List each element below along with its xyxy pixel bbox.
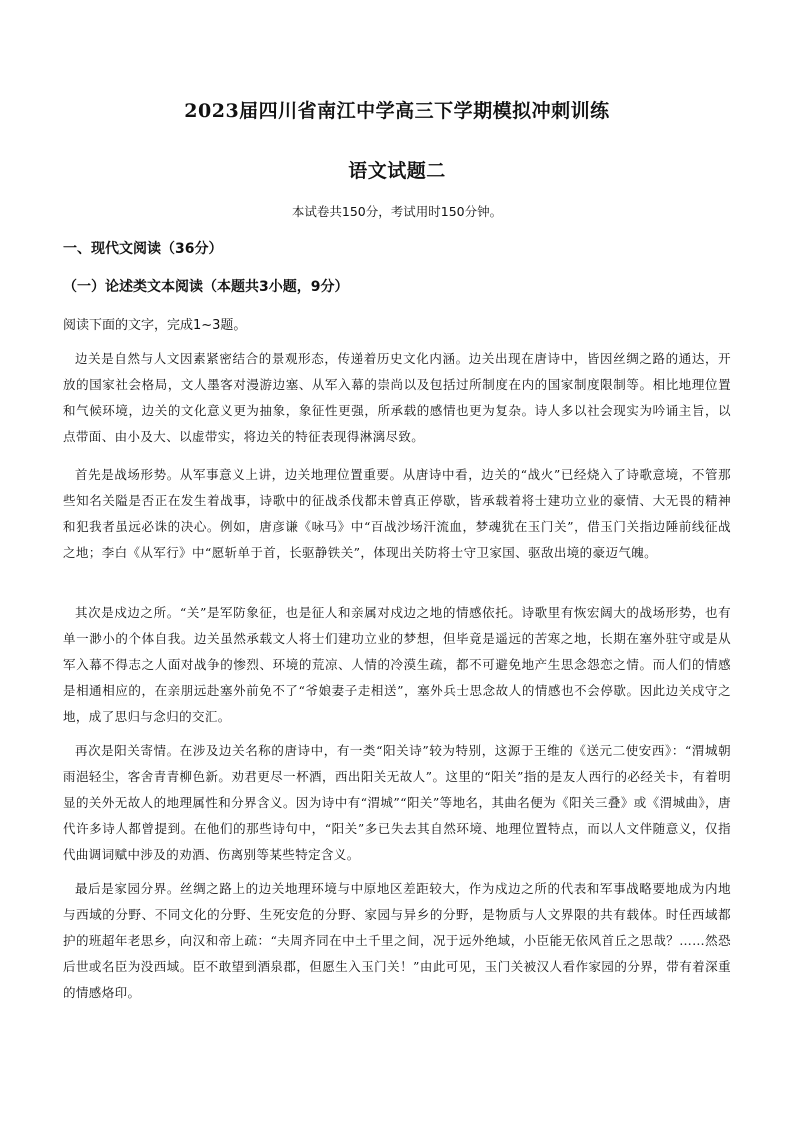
exam-info: 本试卷共150分，考试用时150分钟。 <box>291 204 503 219</box>
passage-paragraph: 其次是戍边之所。“关”是军防象征，也是征人和亲属对戍边之地的情感依托。诗歌里有恢宏阔大的战场形势，也有单一渺小的个体自我。边关虽然承载文人将士们建功立业的梦想，但毕竟是遥远的苦寒之地，长期在塞外驻守或是从军入幕不得志之人面对战争的惨烈、环境的荒凉、人情的冷漠生疏，都不可避免地产生思念怨恋之情。而人们的情感是相通相应的，在亲朋远赴塞外前免不了“爷娘妻子走相送”，塞外兵士思念故人的情感也不会停歇。因此边关戍守之地，成了思归与念归的交汇。 <box>63 605 731 724</box>
exam-title: 2023届四川省南江中学高三下学期模拟冲刺训练 <box>184 100 610 122</box>
passage-paragraph: 最后是家园分界。丝绸之路上的边关地理环境与中原地区差距较大，作为戍边之所的代表和军事战略要地成为内地与西域的分野、不同文化的分野、生死安危的分野、家园与异乡的分野，是物质与人文界限的共有载体。时任西域都护的班超年老思乡，向汉和帝上疏：“夫周齐同在中土千里之间，况于远外绝域，小臣能无依风首丘之思哉？……然恐后世或名臣为没西域。臣不敢望到酒泉郡，但愿生入玉门关！”由此可见，玉门关被汉人看作家园的分界，带有着深重的情感烙印。 <box>63 881 731 1000</box>
passage-paragraph: 边关是自然与人文因素紧密结合的景观形态，传递着历史文化内涵。边关出现在唐诗中，皆因丝绸之路的通达，开放的国家社会格局，文人墨客对漫游边塞、从军入幕的崇尚以及包括过所制度在内的国家制度限制等。相比地理位置和气候环境，边关的文化意义更为抽象，象征性更强，所承载的感情也更为复杂。诗人多以社会现实为吟诵主旨，以点带面、由小及大、以虚带实，将边关的特征表现得淋漓尽致。 <box>63 351 731 444</box>
passage-paragraph: 首先是战场形势。从军事意义上讲，边关地理位置重要。从唐诗中看，边关的“战火”已经烧入了诗歌意境，不管那些知名关隘是否正在发生着战事，诗歌中的征战杀伐都未曾真正停歇，皆承载着将士建功立业的豪情、大无畏的精神和犯我者虽远必诛的决心。例如，唐彦谦《咏马》中“百战沙场汗流血，梦魂犹在玉门关”，借玉门关指边陲前线征战之地；李白《从军行》中“愿斩单于首，长驱静铁关”，体现出关防将士守卫家国、驱敌出境的豪迈气魄。 <box>63 467 731 560</box>
section-heading: 一、现代文阅读（36分） <box>63 241 223 257</box>
reading-instruction: 阅读下面的文字，完成1~3题。 <box>63 318 247 333</box>
exam-subject-title: 语文试题二 <box>348 160 446 182</box>
subsection-heading: （一）论述类文本阅读（本题共3小题，9分） <box>63 279 349 295</box>
passage-paragraph: 再次是阳关寄情。在涉及边关名称的唐诗中，有一类“阳关诗”较为特别，这源于王维的《送元二使安西》：“渭城朝雨浥轻尘，客舍青青柳色新。劝君更尽一杯酒，西出阳关无故人”。这里的“阳关”指的是友人西行的必经关卡，有着明显的关外无故人的地理属性和分界含义。因为诗中有“渭城”“阳关”等地名，其曲名便为《阳关三叠》或《渭城曲》，唐代许多诗人都曾提到。在他们的那些诗句中，“阳关”多已失去其自然环境、地理位置特点，而以人文伴随意义，仅指代曲调词赋中涉及的劝酒、伤离别等某些特定含义。 <box>63 743 731 862</box>
